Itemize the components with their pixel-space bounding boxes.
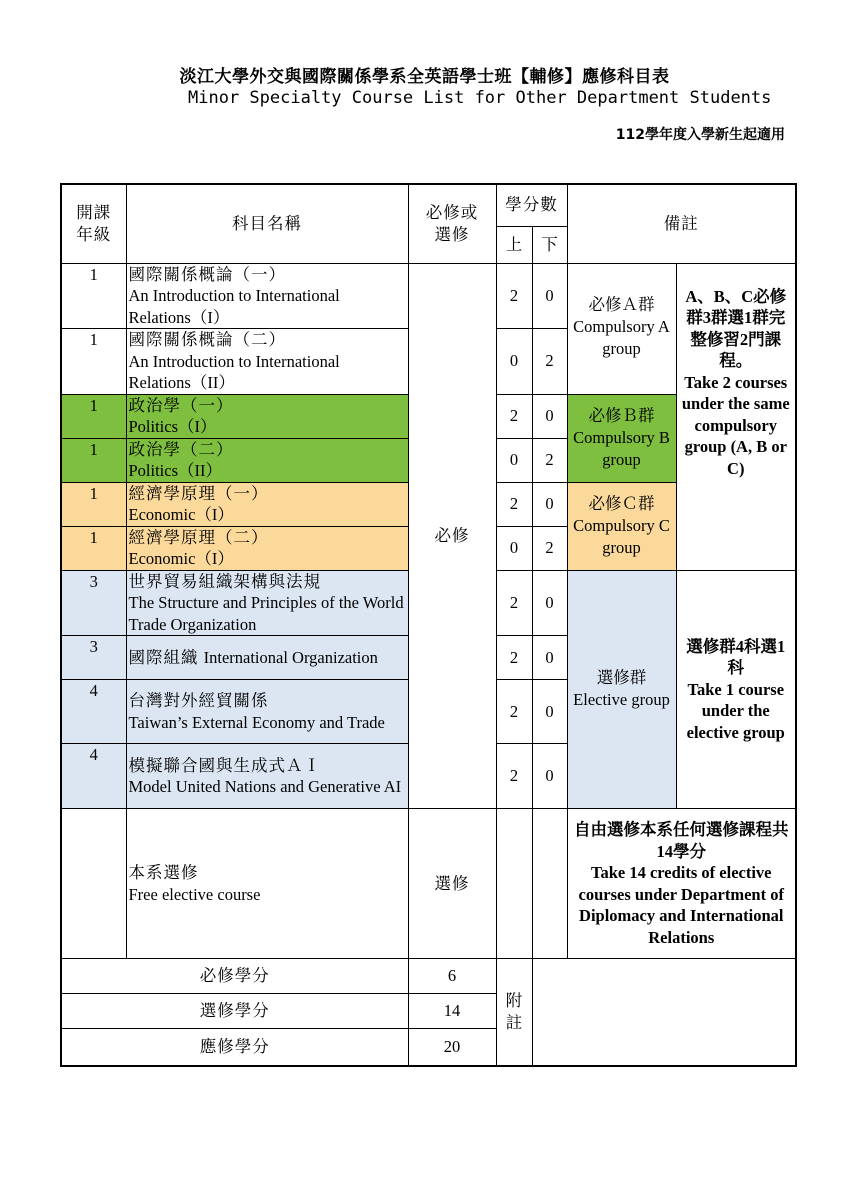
course-name-zh: 政治學（一） <box>128 395 234 415</box>
course-year: 4 <box>61 680 126 744</box>
course-year: 1 <box>61 329 126 395</box>
note-content <box>532 959 796 1066</box>
credit-second: 0 <box>532 744 567 809</box>
course-name-zh: 模擬聯合國與生成式ＡＩ <box>128 755 321 775</box>
credit-second: 2 <box>532 526 567 570</box>
note-label: 附 註 <box>496 959 532 1066</box>
header-second-semester: 下 <box>532 226 567 263</box>
course-name-zh: 台灣對外經貿關係 <box>128 691 269 710</box>
course-name <box>126 680 408 744</box>
credit-first: 0 <box>496 438 532 482</box>
credit-first: 2 <box>496 394 532 438</box>
course-name-en: Economic（I） <box>128 549 234 568</box>
course-name-en: Economic（I） <box>128 505 234 524</box>
credit-second: 0 <box>532 570 567 636</box>
course-name-en: International Organization <box>203 647 378 667</box>
course-name <box>126 526 408 570</box>
free-elective-credit-second <box>532 809 567 959</box>
credit-first: 2 <box>496 482 532 526</box>
course-name-en: The Structure and Principles of the World Trade Organization <box>128 593 404 634</box>
elective-credits-value: 14 <box>408 994 496 1029</box>
course-name <box>126 570 408 636</box>
credit-first: 2 <box>496 570 532 636</box>
free-elective-name-zh: 本系選修 <box>128 863 199 882</box>
course-year: 3 <box>61 636 126 680</box>
course-year: 1 <box>61 438 126 482</box>
group-b: 必修Ｂ群 Compulsory B group <box>567 394 676 482</box>
course-name-zh: 經濟學原理（二） <box>128 527 269 547</box>
credit-second: 0 <box>532 394 567 438</box>
course-year: 1 <box>61 263 126 329</box>
page-title-zh: 淡江大學外交與國際關係學系全英語學士班【輔修】應修科目表 <box>179 67 670 87</box>
remark-compulsory: A、B、C必修群3群選1群完整修習2門課程。 Take 2 courses under the same compulsory group (A, B or C) <box>676 263 796 570</box>
course-name-zh: 經濟學原理（一） <box>128 483 269 503</box>
credit-second: 2 <box>532 438 567 482</box>
course-name <box>126 329 408 395</box>
remark-elective: 選修群4科選1科 Take 1 course under the elective group <box>676 570 796 809</box>
elective-credits-label: 選修學分 <box>61 994 408 1029</box>
course-name-zh: 世界貿易組織架構與法規 <box>128 571 321 591</box>
credit-first: 2 <box>496 636 532 680</box>
course-name-en: An Introduction to International Relations（I） <box>128 286 340 327</box>
credit-first: 2 <box>496 680 532 744</box>
credit-first: 2 <box>496 744 532 809</box>
header-credits: 學分數 <box>496 184 567 226</box>
course-name-zh: 國際關係概論（一） <box>128 264 286 284</box>
credit-second: 0 <box>532 482 567 526</box>
header-remarks: 備註 <box>567 184 796 263</box>
total-credits-label: 應修學分 <box>61 1029 408 1066</box>
header-year: 開課 年級 <box>61 184 126 263</box>
required-credits-label: 必修學分 <box>61 959 408 994</box>
group-elective: 選修群 Elective group <box>567 570 676 809</box>
credit-second: 2 <box>532 329 567 395</box>
free-elective-name-en: Free elective course <box>128 884 261 904</box>
course-name-en: Politics（I） <box>128 417 217 436</box>
course-name <box>126 394 408 438</box>
course-year: 4 <box>61 744 126 809</box>
total-credits-value: 20 <box>408 1029 496 1066</box>
course-name-en: Politics（II） <box>128 461 222 480</box>
required-credits-value: 6 <box>408 959 496 994</box>
header-first-semester: 上 <box>496 226 532 263</box>
remark-free-elective: 自由選修本系任何選修課程共14學分 Take 14 credits of elective courses under Department of Diplomacy and International Relations <box>567 809 796 959</box>
credit-first: 0 <box>496 526 532 570</box>
course-year: 1 <box>61 394 126 438</box>
course-name-en: An Introduction to International Relations（II） <box>128 351 340 392</box>
credit-first: 2 <box>496 263 532 329</box>
course-name-en: Taiwan’s External Economy and Trade <box>128 712 385 732</box>
course-name-zh: 國際關係概論（二） <box>128 330 286 349</box>
credit-first: 0 <box>496 329 532 395</box>
header-required-elective: 必修或 選修 <box>408 184 496 263</box>
course-name <box>126 744 408 809</box>
course-name <box>126 263 408 329</box>
credit-second: 0 <box>532 636 567 680</box>
course-year: 1 <box>61 482 126 526</box>
credit-second: 0 <box>532 263 567 329</box>
course-name-en: Model United Nations and Generative AI <box>128 777 402 796</box>
free-elective-type: 選修 <box>408 809 496 959</box>
header-course-name: 科目名稱 <box>126 184 408 263</box>
course-name-zh: 國際組織 <box>128 647 204 667</box>
credit-second: 0 <box>532 680 567 744</box>
required-type: 必修 <box>408 263 496 809</box>
free-elective-year <box>61 809 126 959</box>
page-title-en: Minor Specialty Course List for Other Department Students <box>188 88 772 108</box>
course-name-zh: 政治學（二） <box>128 439 234 459</box>
free-elective-credit-first <box>496 809 532 959</box>
course-year: 3 <box>61 570 126 636</box>
group-a: 必修Ａ群 Compulsory A group <box>567 263 676 394</box>
applicable-note: 112學年度入學新生起適用 <box>615 127 785 143</box>
course-name <box>126 438 408 482</box>
course-name <box>126 636 408 680</box>
course-year: 1 <box>61 526 126 570</box>
course-name <box>126 482 408 526</box>
course-table <box>60 183 797 1067</box>
group-c: 必修Ｃ群 Compulsory C group <box>567 482 676 570</box>
free-elective-name <box>126 809 408 959</box>
